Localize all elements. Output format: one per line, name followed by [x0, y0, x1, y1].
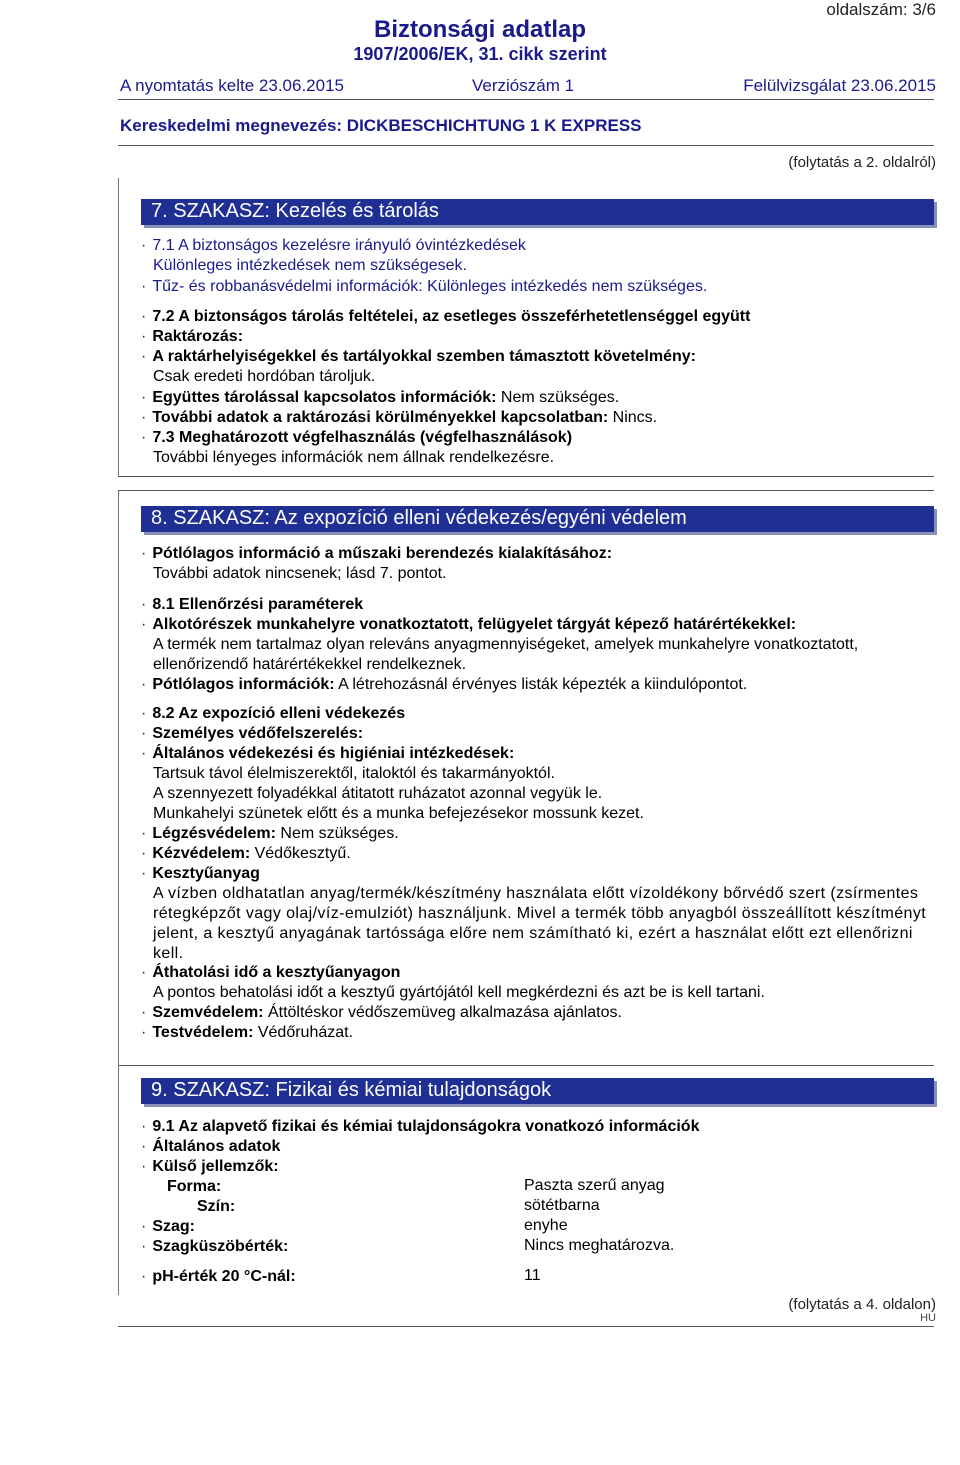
- s7-item-7-1: · 7.1 A biztonságos kezelésre irányuló óvintézkedések: [141, 237, 526, 254]
- s8-hand: · Kézvédelem: Védőkesztyű.: [141, 845, 351, 862]
- s9-appearance: · Külső jellemzők:: [141, 1158, 279, 1175]
- section-7-bottom: [118, 476, 934, 477]
- s7-text: További lényeges információk nem állnak rendelkezésre.: [153, 449, 555, 466]
- section-8-top: [118, 490, 934, 491]
- section-8-bottom: [118, 1065, 934, 1066]
- s8-item-8-2: · 8.2 Az expozíció elleni védekezés: [141, 705, 406, 722]
- s9-row-value: Nincs meghatározva.: [524, 1237, 675, 1254]
- s7-storage-cond: · További adatok a raktározási körülményekkel kapcsolatban: Nincs.: [141, 409, 658, 426]
- s9-row-label: Szín:: [197, 1198, 236, 1215]
- s8-eye: · Szemvédelem: Áttöltéskor védőszemüveg alkalmazása ajánlatos.: [141, 1004, 622, 1021]
- footer-divider: [118, 1326, 934, 1327]
- continued-from: (folytatás a 2. oldalról): [788, 154, 936, 171]
- s7-item-7-3: · 7.3 Meghatározott végfelhasználás (végfelhasználások): [141, 429, 573, 446]
- s8-item-8-1: · 8.1 Ellenőrzési paraméterek: [141, 596, 364, 613]
- s9-row-value: Paszta szerű anyag: [524, 1177, 665, 1194]
- section-7-heading: 7. SZAKASZ: Kezelés és tárolás: [141, 199, 934, 225]
- header-divider: [118, 99, 934, 100]
- s8-glove-text: A vízben oldhatatlan anyag/termék/készítmény használata előtt vízoldékony bőrvédő szert (zsírmentes rétegképzőt vagy olaj/víz-emulziót) használjunk. Mivel a termék több anyagból összeállított készítményt jelent, a kesztyű anyagának tartóssága előre nem számítható ki, ezért a használat előtt ezt ellenőrizni kell.: [153, 885, 927, 962]
- s8-text: Tartsuk távol élelmiszerektől, italoktól és takarmányoktól.: [153, 765, 555, 782]
- s8-hygiene: · Általános védekezési és higiéniai intézkedések:: [141, 745, 515, 762]
- s8-penetration: · Áthatolási idő a kesztyűanyagon: [141, 964, 401, 981]
- section-8-heading: 8. SZAKASZ: Az expozíció elleni védekezés/egyéni védelem: [141, 506, 934, 532]
- s7-storage: · Raktározás:: [141, 328, 244, 345]
- s9-row-label: Forma:: [167, 1178, 222, 1195]
- s9-row-label: · Szag:: [141, 1218, 195, 1235]
- s7-text: Különleges intézkedések nem szükségesek.: [153, 257, 467, 274]
- revision-date: Felülvizsgálat 23.06.2015: [743, 76, 936, 95]
- s8-tech-info: · Pótlólagos információ a műszaki berendezés kialakításához:: [141, 545, 613, 562]
- s8-text: További adatok nincsenek; lásd 7. pontot.: [153, 565, 447, 582]
- s8-text: A szennyezett folyadékkal átitatott ruházatot azonnal vegyük le.: [153, 785, 603, 802]
- s7-item-7-2: · 7.2 A biztonságos tárolás feltételei, az esetleges összeférhetetlenséggel együtt: [141, 308, 751, 325]
- print-date: A nyomtatás kelte 23.06.2015: [120, 76, 344, 95]
- section-7-border: [118, 178, 119, 476]
- s9-row-label: · pH-érték 20 °C-nál:: [141, 1268, 296, 1285]
- s8-ppe: · Személyes védőfelszerelés:: [141, 725, 364, 742]
- s7-joint-storage: · Együttes tárolással kapcsolatos információk: Nem szükséges.: [141, 389, 620, 406]
- s7-storage-req: · A raktárhelyiségekkel és tartályokkal szemben támasztott követelmény:: [141, 348, 696, 365]
- document-subtitle: 1907/2006/EK, 31. cikk szerint: [353, 44, 607, 64]
- section-9-heading: 9. SZAKASZ: Fizikai és kémiai tulajdonságok: [141, 1078, 934, 1104]
- section-9-border: [118, 1065, 119, 1295]
- s8-glove-material: · Kesztyűanyag: [141, 865, 260, 882]
- s9-row-value: enyhe: [524, 1217, 568, 1234]
- s9-row-value: 11: [524, 1267, 541, 1284]
- s8-respiratory: · Légzésvédelem: Nem szükséges.: [141, 825, 399, 842]
- s7-fire-info: · Tűz- és robbanásvédelmi információk: Különleges intézkedés nem szükséges.: [141, 278, 708, 295]
- continued-to: (folytatás a 4. oldalon): [788, 1296, 936, 1313]
- version: Verziószám 1: [472, 76, 575, 95]
- s8-extra-info: · Pótlólagos információk: A létrehozásnál érvényes listák képezték a kiindulópontot.: [141, 676, 748, 693]
- s9-item-9-1: · 9.1 Az alapvető fizikai és kémiai tulajdonságokra vonatkozó információk: [141, 1118, 700, 1135]
- trade-name: Kereskedelmi megnevezés: DICKBESCHICHTUNG 1 K EXPRESS: [120, 116, 642, 135]
- trade-divider: [118, 145, 934, 146]
- s9-general: · Általános adatok: [141, 1138, 281, 1155]
- s7-text: Csak eredeti hordóban tároljuk.: [153, 368, 376, 385]
- document-title: Biztonsági adatlap: [373, 16, 587, 43]
- s9-row-label: · Szagküszöbérték:: [141, 1238, 289, 1255]
- s8-text: Munkahelyi szünetek előtt és a munka befejezésekor mossunk kezet.: [153, 805, 644, 822]
- s8-text: A termék nem tartalmaz olyan releváns anyagmennyiségeket, amelyek munkahelyre vonatkoztatott,: [153, 636, 859, 653]
- s9-row-value: sötétbarna: [524, 1197, 600, 1214]
- s8-body: · Testvédelem: Védőruházat.: [141, 1024, 354, 1041]
- section-8-border: [118, 490, 119, 1065]
- s8-components: · Alkotórészek munkahelyre vonatkoztatott, felügyelet tárgyát képező határértékekkel:: [141, 616, 797, 633]
- s8-text: ellenőrizendő határértékekkel rendelkeznek.: [153, 656, 467, 673]
- page-number: oldalszám: 3/6: [826, 0, 936, 19]
- s8-text: A pontos behatolási időt a kesztyű gyártójától kell megkérdezni és azt be is kell tartani.: [153, 984, 765, 1001]
- language-code: HU: [920, 1312, 936, 1324]
